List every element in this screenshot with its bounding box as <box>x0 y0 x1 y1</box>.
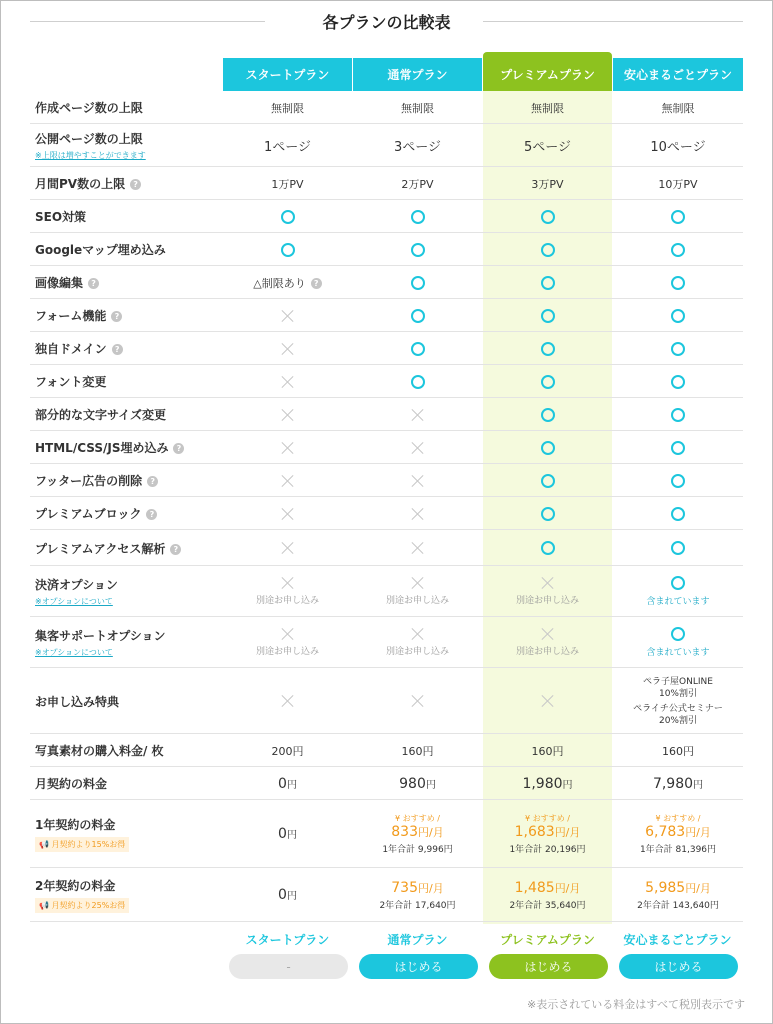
plan-cell <box>613 91 743 124</box>
row-label <box>35 233 166 266</box>
check-circle-icon <box>671 210 685 224</box>
header-anshin-plan: 安心まるごとプラン <box>613 58 743 91</box>
row-label <box>35 734 164 767</box>
monthly-price: 7,980円 <box>652 775 704 792</box>
cell-value: 10ページ <box>650 140 706 155</box>
cross-icon <box>282 376 294 388</box>
plan-cell <box>353 767 482 800</box>
plan-cell <box>223 617 352 668</box>
plan-cell <box>483 734 612 767</box>
plan-cell <box>223 530 352 566</box>
header-standard-plan: 通常プラン <box>353 58 482 91</box>
cell-value: 1ページ <box>263 140 311 155</box>
plan-cell <box>353 91 482 124</box>
plan-cell <box>613 200 743 233</box>
row-label <box>35 91 143 124</box>
plan-cell <box>223 200 352 233</box>
plan-cell <box>613 431 743 464</box>
plan-cell <box>353 868 482 922</box>
plan-cell <box>483 233 612 266</box>
row-label-text: プレミアムブロック <box>35 507 142 521</box>
megaphone-icon: 📢 <box>39 901 52 910</box>
check-circle-icon <box>281 243 295 257</box>
plan-cell <box>223 668 352 734</box>
plan-cell <box>613 800 743 868</box>
plan-cell <box>613 767 743 800</box>
check-circle-icon <box>411 309 425 323</box>
header-premium-plan: プレミアムプラン <box>483 58 612 91</box>
contract-price: 5,985円/月 <box>645 879 711 896</box>
check-circle-icon <box>671 408 685 422</box>
check-circle-icon <box>411 342 425 356</box>
cell-value: 無制限 <box>661 101 695 115</box>
plan-cell <box>613 497 743 530</box>
check-circle-icon <box>671 276 685 290</box>
check-circle-icon <box>541 408 555 422</box>
plan-cell <box>483 332 612 365</box>
plan-cell <box>483 124 612 167</box>
contract-total: 1年合計 9,996円 <box>382 845 453 855</box>
plan-cell <box>483 299 612 332</box>
plan-cell <box>613 365 743 398</box>
limited-text: △制限あり ? <box>253 275 321 291</box>
plan-cell <box>613 668 743 734</box>
check-circle-icon <box>541 342 555 356</box>
start-anshin-button[interactable]: はじめる <box>619 954 738 979</box>
cross-icon <box>412 508 424 520</box>
plan-cell <box>353 200 482 233</box>
row-sublink[interactable]: ※オプションについて <box>35 597 113 606</box>
check-circle-icon <box>411 210 425 224</box>
plan-cell <box>483 431 612 464</box>
bonus-line: ペラ子屋ONLINE <box>643 676 713 687</box>
badge-text: 月契約より25%お得 <box>51 901 126 910</box>
help-icon[interactable]: ? <box>170 544 181 555</box>
plan-cell <box>613 734 743 767</box>
plan-cell <box>223 233 352 266</box>
start-plan-button-disabled: - <box>229 954 348 979</box>
plan-cell <box>353 233 482 266</box>
contract-total: 1年合計 20,196円 <box>509 845 586 855</box>
discount-badge <box>35 898 129 913</box>
page-title: 各プランの比較表 <box>310 13 462 32</box>
plan-cell <box>483 668 612 734</box>
plan-cell <box>613 266 743 299</box>
check-circle-icon <box>541 474 555 488</box>
plan-cell <box>353 431 482 464</box>
row-label <box>35 266 99 299</box>
row-label-text: 決済オプション <box>35 578 118 592</box>
help-icon[interactable]: ? <box>173 443 184 454</box>
row-label <box>35 124 146 167</box>
cell-value: 160円 <box>401 744 434 758</box>
separate-application-text: 別途お申し込み <box>385 647 449 657</box>
footer-plan-anshin: 安心まるごとプラン <box>623 933 732 947</box>
check-circle-icon <box>671 441 685 455</box>
plan-cell <box>223 365 352 398</box>
check-circle-icon <box>281 210 295 224</box>
check-circle-icon <box>541 541 555 555</box>
check-circle-icon <box>541 309 555 323</box>
plan-cell <box>353 398 482 431</box>
row-label-text: SEO対策 <box>35 210 87 224</box>
check-circle-icon <box>671 541 685 555</box>
plan-cell <box>353 800 482 868</box>
row-label <box>35 868 129 922</box>
row-label-text: フォーム機能 <box>35 309 107 323</box>
row-label-text: お申し込み特典 <box>35 694 120 709</box>
plan-cell <box>223 431 352 464</box>
plan-cell <box>353 617 482 668</box>
check-circle-icon <box>411 243 425 257</box>
separate-application-text: 別途お申し込み <box>515 596 579 606</box>
row-label-text: 公開ページ数の上限 <box>35 132 143 146</box>
check-circle-icon <box>671 375 685 389</box>
row-label-text: フォント変更 <box>35 375 107 389</box>
row-label <box>35 398 166 431</box>
cell-value: 無制限 <box>271 101 304 115</box>
cross-icon <box>412 475 424 487</box>
header-start-plan: スタートプラン <box>223 58 352 91</box>
plan-cell <box>223 299 352 332</box>
check-circle-icon <box>541 243 555 257</box>
row-label-text: 2年契約の料金 <box>35 879 116 893</box>
row-sublink[interactable]: ※上限は増やすことができます <box>35 151 146 160</box>
row-label-text: フッター広告の削除 <box>35 474 143 488</box>
plan-cell <box>353 734 482 767</box>
plan-cell <box>353 365 482 398</box>
row-label-text: 月契約の料金 <box>35 777 108 791</box>
contract-total: 2年合計 17,640円 <box>379 900 456 911</box>
plan-cell <box>483 200 612 233</box>
recommend-label: ¥ おすすめ / <box>525 814 570 823</box>
cross-icon <box>282 628 294 640</box>
plan-cell <box>613 233 743 266</box>
check-circle-icon <box>671 243 685 257</box>
check-circle-icon <box>541 375 555 389</box>
plan-cell <box>483 398 612 431</box>
plan-cell <box>223 734 352 767</box>
contract-price: 1,485円/月 <box>514 879 581 896</box>
monthly-price: 1,980円 <box>522 775 573 792</box>
cross-icon <box>412 628 424 640</box>
row-label-text: 集客サポートオプション <box>35 629 166 643</box>
plan-cell <box>483 767 612 800</box>
monthly-price: 980円 <box>399 775 436 792</box>
row-label <box>35 617 166 668</box>
cross-icon <box>282 542 294 554</box>
check-circle-icon <box>671 342 685 356</box>
cell-value: 無制限 <box>531 101 564 115</box>
discount-badge <box>35 837 129 852</box>
check-circle-icon <box>411 276 425 290</box>
cell-value: 3万PV <box>531 177 564 191</box>
row-label <box>35 767 107 800</box>
plan-cell <box>223 167 352 200</box>
plan-cell <box>483 800 612 868</box>
contract-price: 6,783円/月 <box>645 824 711 840</box>
cross-icon <box>282 310 294 322</box>
contract-price: 0円 <box>278 826 297 842</box>
cross-icon <box>282 475 294 487</box>
contract-price: 1,683円/月 <box>514 824 581 840</box>
megaphone-icon: 📢 <box>39 840 52 849</box>
plan-cell <box>613 299 743 332</box>
plan-cell <box>483 167 612 200</box>
bonus-line: 20%割引 <box>658 715 697 726</box>
footer-plan-standard: 通常プラン <box>387 933 448 947</box>
check-circle-icon <box>541 210 555 224</box>
plan-cell <box>223 800 352 868</box>
cross-icon <box>282 695 294 707</box>
title-section <box>30 10 743 32</box>
row-label-text: 写真素材の購入料金/ 枚 <box>35 744 164 758</box>
recommend-label: ¥ おすすめ / <box>655 814 701 823</box>
plan-cell <box>483 497 612 530</box>
row-label-text: プレミアムアクセス解析 <box>35 541 166 556</box>
cross-icon <box>282 508 294 520</box>
check-circle-icon <box>541 441 555 455</box>
help-icon[interactable]: ? <box>88 278 99 289</box>
contract-total: 2年合計 143,640円 <box>637 900 719 911</box>
row-label <box>35 167 141 200</box>
cell-value: 1万PV <box>271 177 304 191</box>
plan-cell <box>223 91 352 124</box>
plan-cell <box>483 868 612 922</box>
plan-cell <box>613 124 743 167</box>
plan-cell <box>483 464 612 497</box>
plan-cell <box>353 299 482 332</box>
help-icon[interactable]: ? <box>147 476 158 487</box>
plan-cell <box>483 530 612 566</box>
cross-icon <box>542 577 554 589</box>
plan-cell <box>223 266 352 299</box>
row-label <box>35 464 158 497</box>
plan-cell <box>483 617 612 668</box>
row-label <box>35 566 118 617</box>
plan-cell <box>353 566 482 617</box>
plan-cell <box>613 868 743 922</box>
contract-total: 1年合計 81,396円 <box>639 845 717 855</box>
plan-cell <box>223 124 352 167</box>
plan-cell <box>223 497 352 530</box>
separate-application-text: 別途お申し込み <box>515 647 579 657</box>
start-standard-button[interactable]: はじめる <box>359 954 478 979</box>
monthly-price: 0円 <box>278 775 297 792</box>
cell-value: 160円 <box>531 744 564 758</box>
row-label-text: 月間PV数の上限 <box>35 177 126 191</box>
footer-plan-start: スタートプラン <box>245 933 330 947</box>
plan-cell <box>613 332 743 365</box>
row-label <box>35 497 157 530</box>
plan-cell <box>353 167 482 200</box>
row-label <box>35 431 184 464</box>
contract-price: 833円/月 <box>391 824 444 840</box>
plan-cell <box>353 464 482 497</box>
plan-cell <box>353 497 482 530</box>
help-icon[interactable]: ? <box>311 278 322 289</box>
plan-cell <box>223 332 352 365</box>
plan-cell <box>223 398 352 431</box>
cross-icon <box>412 577 424 589</box>
plan-cell <box>223 868 352 922</box>
plan-cell <box>483 91 612 124</box>
plan-cell <box>353 668 482 734</box>
plan-cell <box>223 464 352 497</box>
cross-icon <box>282 442 294 454</box>
contract-total: 2年合計 35,640円 <box>509 900 586 911</box>
plan-cell <box>353 266 482 299</box>
cross-icon <box>412 442 424 454</box>
check-circle-icon <box>541 276 555 290</box>
cell-value: 200円 <box>271 744 304 758</box>
separate-application-text: 別途お申し込み <box>385 596 449 606</box>
plan-cell <box>613 530 743 566</box>
row-label <box>35 200 86 233</box>
check-circle-icon <box>671 474 685 488</box>
plan-cell <box>613 617 743 668</box>
help-icon[interactable]: ? <box>111 311 122 322</box>
help-icon[interactable]: ? <box>112 344 123 355</box>
included-text: 含まれています <box>646 597 710 607</box>
plan-cell <box>223 767 352 800</box>
plan-cell <box>613 464 743 497</box>
separate-application-text: 別途お申し込み <box>255 647 319 657</box>
plan-cell <box>613 398 743 431</box>
row-label <box>35 365 106 398</box>
cross-icon <box>282 577 294 589</box>
row-label-text: Googleマップ埋め込み <box>35 243 166 257</box>
cell-value: 160円 <box>662 744 694 758</box>
check-circle-icon <box>541 507 555 521</box>
recommend-label: ¥ おすすめ / <box>395 814 440 823</box>
bonus-line: ペライチ公式セミナー <box>633 703 723 714</box>
check-circle-icon <box>671 309 685 323</box>
row-label <box>35 800 129 868</box>
row-label-text: 部分的な文字サイズ変更 <box>35 408 167 422</box>
cross-icon <box>282 343 294 355</box>
cell-value: 2万PV <box>401 177 434 191</box>
check-circle-icon <box>411 375 425 389</box>
footer-plan-premium: プレミアムプラン <box>500 933 595 947</box>
contract-price: 0円 <box>278 887 297 903</box>
contract-price: 735円/月 <box>391 879 444 896</box>
plan-cell <box>353 530 482 566</box>
cell-value: 5ページ <box>523 140 571 155</box>
row-sublink[interactable]: ※オプションについて <box>35 648 113 657</box>
bonus-line: 10%割引 <box>658 688 697 699</box>
plan-cell <box>483 566 612 617</box>
row-label-text: 独自ドメイン <box>35 342 107 356</box>
row-label <box>35 668 119 734</box>
check-circle-icon <box>671 576 685 590</box>
plan-cell <box>223 566 352 617</box>
separate-application-text: 別途お申し込み <box>255 596 319 606</box>
row-label-text: HTML/CSS/JS埋め込み <box>35 441 169 455</box>
row-label-text: 1年契約の料金 <box>35 818 116 832</box>
check-circle-icon <box>671 627 685 641</box>
row-label <box>35 332 123 365</box>
plan-cell <box>613 167 743 200</box>
cross-icon <box>412 409 424 421</box>
row-label-text: 作成ページ数の上限 <box>35 101 143 115</box>
plan-cell <box>483 266 612 299</box>
tax-footnote: ※表示されている料金はすべて税別表示です <box>527 998 745 1011</box>
cross-icon <box>542 695 554 707</box>
cell-value: 3ページ <box>393 140 441 155</box>
cross-icon <box>412 695 424 707</box>
check-circle-icon <box>671 507 685 521</box>
plan-cell <box>483 365 612 398</box>
help-icon[interactable]: ? <box>146 509 157 520</box>
plan-cell <box>613 566 743 617</box>
plan-cell <box>353 124 482 167</box>
cell-value: 無制限 <box>401 101 434 115</box>
cell-value: 10万PV <box>658 177 698 191</box>
cross-icon <box>282 409 294 421</box>
row-label <box>35 299 122 332</box>
badge-text: 月契約より15%お得 <box>51 840 126 849</box>
cross-icon <box>412 542 424 554</box>
start-premium-button[interactable]: はじめる <box>489 954 608 979</box>
plan-cell <box>353 332 482 365</box>
row-label <box>35 530 181 566</box>
row-label-text: 画像編集 <box>35 276 84 290</box>
cross-icon <box>542 628 554 640</box>
help-icon[interactable]: ? <box>130 179 141 190</box>
included-text: 含まれています <box>646 648 710 658</box>
